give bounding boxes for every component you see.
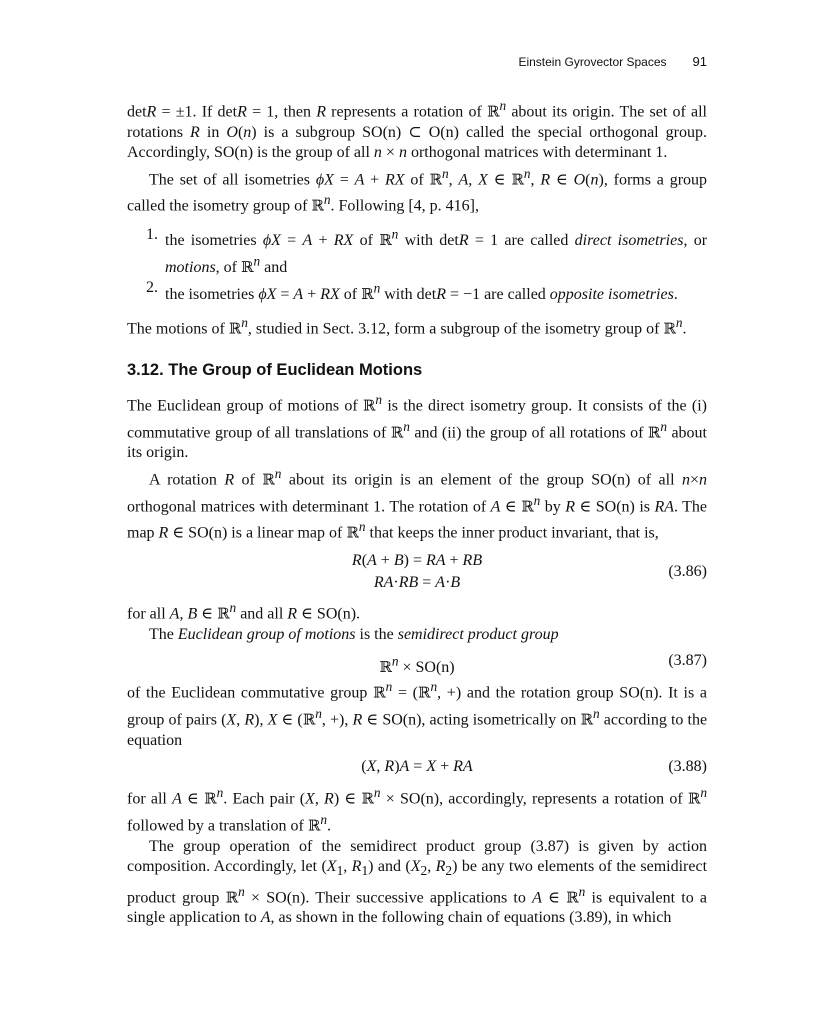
equation-3-88 bbox=[127, 753, 707, 781]
paragraph: The Euclidean group of motions is the semidirect product group bbox=[149, 625, 559, 643]
list-item-number: 2. bbox=[146, 279, 158, 297]
isometry-list bbox=[127, 225, 707, 305]
equation-line: RA·RB = A·B bbox=[373, 574, 461, 592]
equation-expression: (X, R)A = X + RA bbox=[361, 758, 473, 776]
paragraph: for all A ∈ ℝ$^n$. Each pair (X, R) ∈ ℝ$^n$ × SO(n), accordingly, represents a rotation of ℝ$^n$ followed by a translation of ℝ$^n$. bbox=[127, 785, 708, 835]
paragraph: The motions of ℝ$^n$, studied in Sect. 3.12, form a subgroup of the isometry group of ℝ$^n$. bbox=[127, 315, 687, 338]
equation-line: R(A + B) = RA + RB bbox=[351, 552, 483, 570]
list-item bbox=[127, 225, 707, 278]
equation-3-86 bbox=[127, 550, 707, 594]
paragraph: The group operation of the semidirect product group (3.87) is given by action composition. Accordingly, let ($X_1$, $R_1$) and ($X_2$, $R_2$) be any two elements of the semidirect product group ℝ$^n$ × SO(n). Their successive applications to A ∈ ℝ$^n$ is equivalent to a single application to A, as shown in the following chain of equations (3.89), in which bbox=[127, 837, 708, 927]
running-header bbox=[127, 54, 707, 69]
list-item-number: 1. bbox=[146, 226, 158, 244]
list-item-text: the isometries ϕX = A + RX of ℝ$^n$ with detR = 1 are called direct isometries, or motions, of ℝ$^n$ and bbox=[165, 227, 708, 277]
list-item bbox=[127, 278, 707, 305]
section-heading: 3.12. The Group of Euclidean Motions bbox=[127, 360, 423, 379]
equation-number: (3.88) bbox=[668, 758, 707, 776]
page-body bbox=[127, 96, 707, 929]
paragraph: A rotation R of ℝ$^n$ about its origin is an element of the group SO(n) of all n×n orthogonal matrices with determinant 1. The rotation of A ∈ ℝ$^n$ by R ∈ SO(n) is RA. The map R ∈ SO(n) is a linear map of ℝ$^n$ that keeps the inner product invariant, that is, bbox=[127, 465, 708, 542]
equation-number: (3.87) bbox=[668, 652, 707, 670]
paragraph: of the Euclidean commutative group ℝ$^n$ = (ℝ$^n$, +) and the rotation group SO(n). It is a group of pairs (X, R), X ∈ (ℝ$^n$, +), R ∈ SO(n), acting isometrically on ℝ$^n$ according to the equation bbox=[127, 679, 708, 749]
paragraph: for all A, B ∈ ℝ$^n$ and all R ∈ SO(n). bbox=[127, 600, 361, 623]
page-number: 91 bbox=[692, 54, 707, 69]
paragraph: detR = ±1. If detR = 1, then R represents a rotation of ℝ$^n$ about its origin. The set of all rotations R in O(n) is a subgroup SO(n) ⊂ O(n) called the special orthogonal group. Accordingly, SO(n) is the group of all n × n orthogonal matrices with determinant 1. bbox=[127, 98, 707, 162]
paragraph: The Euclidean group of motions of ℝ$^n$ is the direct isometry group. It consists of the (i) commutative group of all translations of ℝ$^n$ and (ii) the group of all rotations of ℝ$^n$ about its origin. bbox=[127, 391, 707, 462]
equation-expression: ℝ$^n$ × SO(n) bbox=[379, 653, 455, 676]
equation-3-87 bbox=[127, 647, 707, 675]
list-item-text: the isometries ϕX = A + RX of ℝ$^n$ with detR = −1 are called opposite isometries. bbox=[165, 280, 678, 303]
running-title: Einstein Gyrovector Spaces bbox=[518, 55, 667, 69]
equation-number: (3.86) bbox=[668, 562, 707, 580]
paragraph: The set of all isometries ϕX = A + RX of ℝ$^n$, A, X ∈ ℝ$^n$, R ∈ O(n), forms a group called the isometry group of ℝ$^n$. Following [4, p. 416], bbox=[127, 165, 708, 215]
